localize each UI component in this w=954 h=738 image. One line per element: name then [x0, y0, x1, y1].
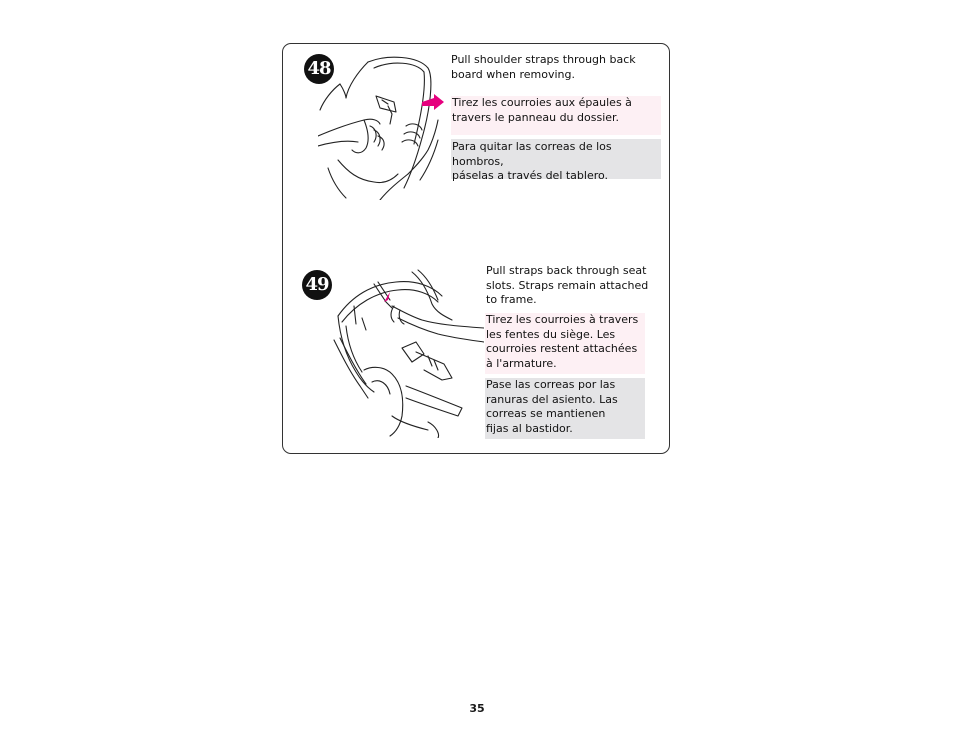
step-49-text-es: Pase las correas por las ranuras del asiento. Las correas se mantienen fijas al bastidor.: [485, 378, 645, 439]
step-48-text-en: Pull shoulder straps through back board when removing.: [451, 53, 636, 81]
step-49-text-en: Pull straps back through seat slots. Straps remain attached to frame.: [486, 264, 649, 307]
step-48-illustration: [318, 50, 448, 200]
step-48-text-es: Para quitar las correas de los hombros, páselas a través del tablero.: [451, 139, 661, 179]
step-48-text-fr: Tirez les courroies aux épaules à travers le panneau du dossier.: [451, 96, 661, 135]
step-49-illustration: [332, 266, 484, 438]
step-49-badge: 49: [302, 270, 332, 300]
page-number: 35: [469, 702, 485, 715]
step-49-text-fr: Tirez les courroies à travers les fentes du siège. Les courroies restent attachées à l'armature.: [485, 313, 645, 374]
step-48-badge: 48: [304, 54, 334, 84]
